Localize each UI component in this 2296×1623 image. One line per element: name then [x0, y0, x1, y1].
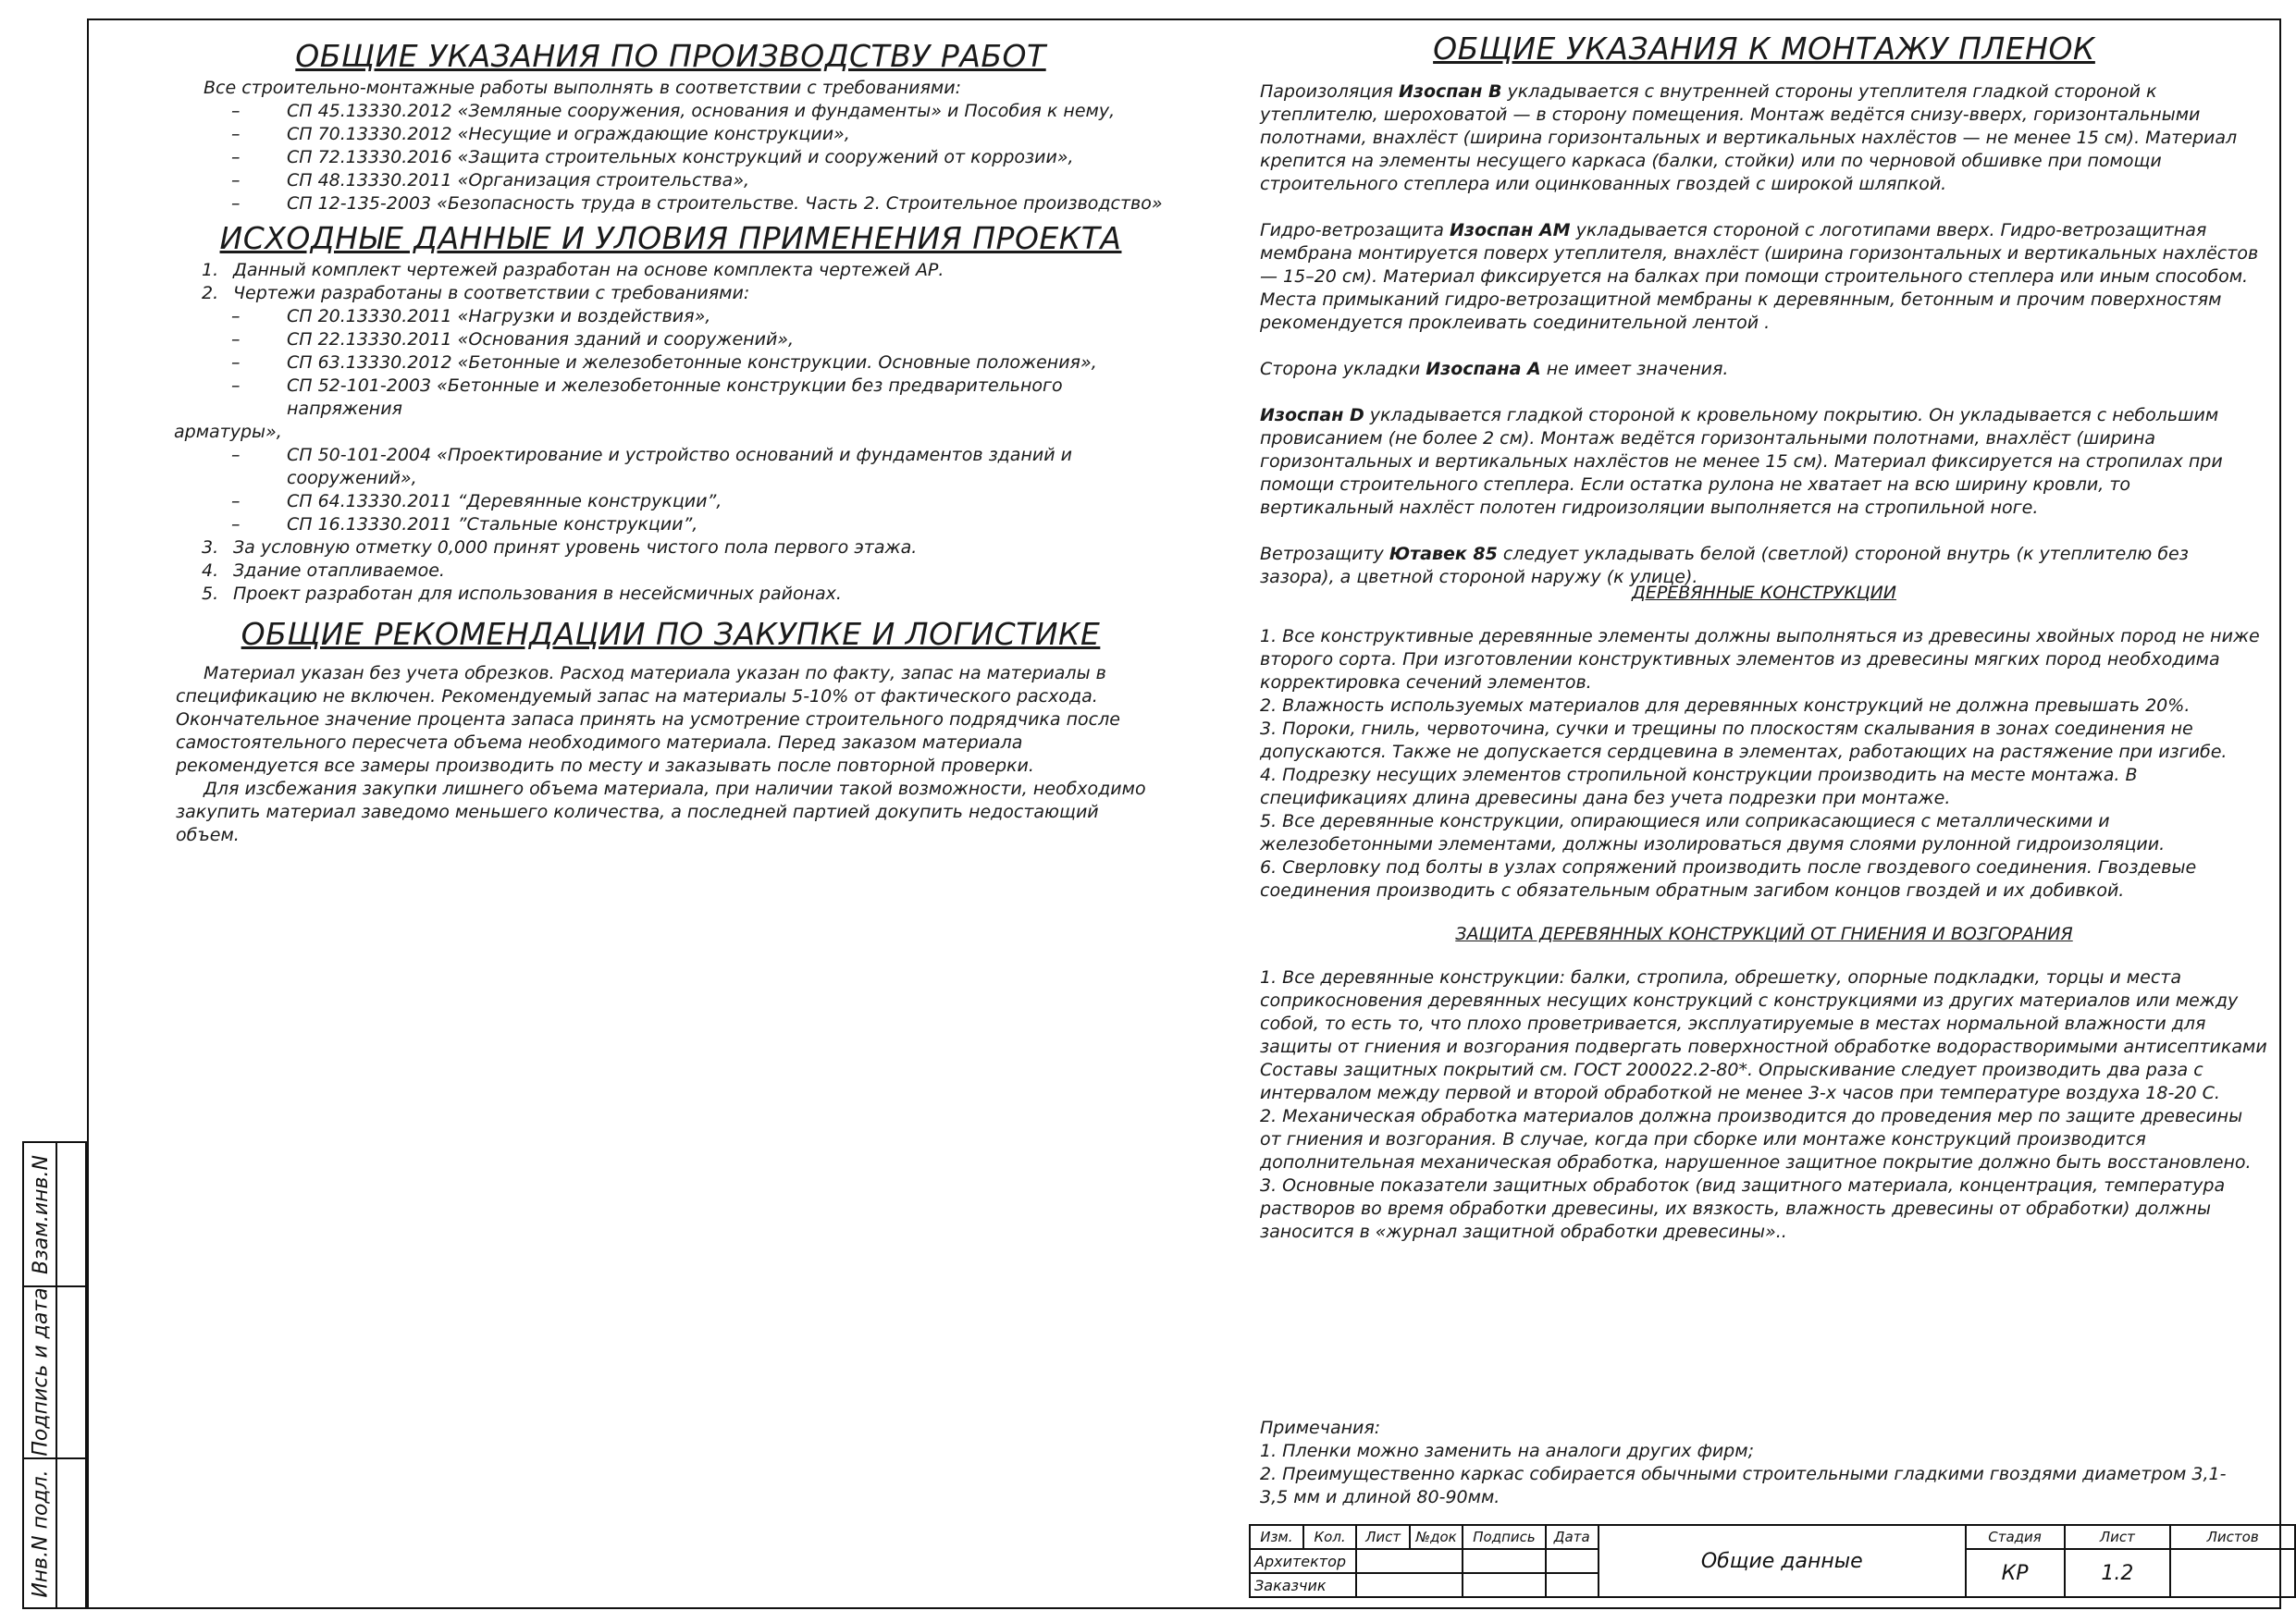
- list-item: – СП 45.13330.2012 «Земляные сооружения, основания и фундаменты» и Пособия к нему,: [231, 101, 1116, 121]
- title-block: [1249, 1524, 2296, 1598]
- tb-data: Дата: [1546, 1525, 1599, 1549]
- list-item: 3. За условную отметку 0,000 принят уровень чистого пола первого этажа.: [202, 537, 918, 558]
- list-item: 3. Пороки, гниль, червоточина, сучки и трещины по плоскостям скалывания в зонах соединения не допускаются. Также не допускается сердцевина в элементах, работающих на растяжение при изгибе.: [1260, 719, 2228, 762]
- stamp-podpis-label: Подпись и дата: [29, 1286, 53, 1457]
- film-paragraph: Ветрозащиту Ютавек 85 следует укладывать белой (светлой) стороной внутрь (к утеплителю без зазора), а цветной стороной наружу (к улице).: [1260, 544, 2189, 587]
- list-item: 1. Все конструктивные деревянные элементы должны выполняться из древесины хвойных пород не ниже второго сорта. При изготовлении конструктивных элементов из древесины мягких пород необходима корректировка сечений элементов.: [1260, 626, 2260, 693]
- list-item: – СП 20.13330.2011 «Нагрузки и воздействия»,: [231, 306, 711, 326]
- purchase-paragraph: Для изсбежания закупки лишнего объема материала, при наличии такой возможности, необходимо закупить материал заведомо меньшего количества, а последней партией докупить недостающий объем.: [176, 779, 1146, 845]
- side-stamp: [22, 1141, 87, 1609]
- tb-kol: Кол.: [1303, 1525, 1357, 1549]
- film-paragraph: Пароизоляция Изоспан В укладывается с внутренней стороны утеплителя гладкой стороной к утеплителю, шероховатой — в сторону помещения. Монтаж ведётся снизу-вверх, горизонтальными полотнами, внахлёст (ширина горизонтальных и вертикальных нахлёстов — не менее 15 см). Материал крепится на элементы несущего каркаса (балки, стойки) или по черновой обшивке при помощи строительного степлера или оцинкованных гвоздей с широкой шляпкой.: [1260, 81, 2238, 194]
- list-item: – СП 64.13330.2011 “Деревянные конструкции”,: [231, 491, 722, 511]
- list-item: – СП 48.13330.2011 «Организация строительства»,: [231, 170, 750, 191]
- purchase-paragraph: Материал указан без учета обрезков. Расход материала указан по факту, запас на материалы в спецификацию не включен. Рекомендуемый запас на материалы 5-10% от фактического расхода. Окончательное значение процента запаса принять на усмотрение строительного подрядчика после самостоятельного пересчета объема необходимого материала. Перед заказом материала рекомендуется все замеры производить по месту и заказывать после повторной проверки.: [176, 663, 1120, 776]
- film-paragraph: Гидро-ветрозащита Изоспан АМ укладывается стороной с логотипами вверх. Гидро-ветрозащитная мембрана монтируется поверх утеплителя, внахлёст (ширина горизонтальных и вертикальных нахлёстов — 15–20 см). Материал фиксируется на балках при помощи строительного степлера или иным способом. Места примыканий гидро-ветрозащитной мембраны к деревянным, бетонным и прочим поверхностям рекомендуется проклеивать соединительной лентой .: [1260, 220, 2259, 333]
- list-item: 1. Все деревянные конструкции: балки, стропила, обрешетку, опорные подкладки, торцы и места соприкосновения деревянных несущих конструкций с конструкциями из других материалов или между собой, то есть то, что плохо проветривается, эксплуатируемые в местах нормальной влажности для защиты от гниения и возгорания подвергать поверхностной обработке водорастворимыми антисептиками Составы защитных покрытий см. ГОСТ 200022.2-80*. Опрыскивание следует производить два раза с интервалом между первой и второй обработкой не менее 3-х часов при температуре воздуха 18-20 С.: [1260, 967, 2267, 1103]
- list-item: 4. Здание отапливаемое.: [202, 560, 445, 581]
- right-column: [1260, 31, 2268, 1244]
- works-intro: Все строительно-монтажные работы выполнять в соответствии с требованиями:: [204, 78, 961, 98]
- tb-title: Общие данные: [1599, 1525, 1966, 1597]
- section-title-protection: ЗАЩИТА ДЕРЕВЯННЫХ КОНСТРУКЦИЙ ОТ ГНИЕНИЯ И ВОЗГОРАНИЯ: [1455, 924, 2073, 944]
- list-item: – СП 52-101-2003 «Бетонные и железобетонные конструкции без предварительного напряжения: [231, 375, 1063, 419]
- notes-heading: Примечания:: [1260, 1418, 1381, 1438]
- left-column: [174, 38, 1166, 847]
- stamp-vzam-label: Взам.инв.N: [29, 1154, 53, 1274]
- list-item: 4. Подрезку несущих элементов стропильной конструкции производить на месте монтажа. В спецификациях длина древесины дана без учета подрезки при монтаже.: [1260, 765, 2138, 808]
- tb-list2: Лист: [2065, 1525, 2171, 1549]
- list-item: – СП 12-135-2003 «Безопасность труда в строительстве. Часть 2. Строительное производство»: [231, 193, 1163, 214]
- section-title-source: ИСХОДНЫЕ ДАННЫЕ И УЛОВИЯ ПРИМЕНЕНИЯ ПРОЕКТА: [219, 220, 1122, 256]
- list-item: 5. Проект разработан для использования в несейсмичных районах.: [202, 584, 842, 604]
- list-item: 2. Чертежи разработаны в соответствии с требованиями:: [202, 283, 750, 303]
- tb-stage-value: КР: [1966, 1549, 2065, 1597]
- list-item: 5. Все деревянные конструкции, опирающиеся или соприкасающиеся с металлическими и железобетонными элементами, должны изолироваться двумя слоями рулонной гидроизоляции.: [1260, 811, 2166, 855]
- tb-ndok: №док: [1410, 1525, 1463, 1549]
- tb-podpis: Подпись: [1463, 1525, 1545, 1549]
- list-item: – СП 70.13330.2012 «Несущие и ограждающие конструкции»,: [231, 124, 850, 144]
- list-item-wrap: арматуры»,: [174, 422, 282, 442]
- tb-listov: Листов: [2170, 1525, 2295, 1549]
- section-title-purchase: ОБЩИЕ РЕКОМЕНДАЦИИ ПО ЗАКУПКЕ И ЛОГИСТИКЕ: [241, 616, 1101, 652]
- tb-sheet-value: 1.2: [2065, 1549, 2171, 1597]
- list-item: – СП 22.13330.2011 «Основания зданий и сооружений»,: [231, 329, 795, 350]
- tb-zak: Заказчик: [1250, 1573, 1356, 1597]
- film-paragraph: Сторона укладки Изоспана А не имеет значения.: [1260, 359, 1729, 379]
- section-title-wood: ДЕРЕВЯННЫЕ КОНСТРУКЦИИ: [1631, 583, 1897, 603]
- tb-arch: Архитектор: [1250, 1549, 1356, 1573]
- notes-block: [1260, 1417, 2240, 1509]
- list-item: 3. Основные показатели защитных обработок (вид защитного материала, концентрация, температура растворов во время обработки древесины, их вязкость, влажность древесины от обработки) должны заносится в «журнал защитной обработки древесины»..: [1260, 1175, 2226, 1242]
- section-title-works: ОБЩИЕ УКАЗАНИЯ ПО ПРОИЗВОДСТВУ РАБОТ: [295, 38, 1046, 74]
- section-title-films: ОБЩИЕ УКАЗАНИЯ К МОНТАЖУ ПЛЕНОК: [1433, 31, 2095, 67]
- note-item: 2. Преимущественно каркас собирается обычными строительными гладкими гвоздями диаметром 3,1-3,5 мм и длиной 80-90мм.: [1260, 1464, 2227, 1507]
- list-item: 2. Влажность используемых материалов для деревянных конструкций не должна превышать 20%.: [1260, 695, 2191, 716]
- tb-list: Лист: [1356, 1525, 1409, 1549]
- list-item: 2. Механическая обработка материалов должна производится до проведения мер по защите древесины от гниения и возгорания. В случае, когда при сборке или монтаже конструкций производится дополнительная механическая обработка, нарушенное защитное покрытие должно быть восстановлено.: [1260, 1106, 2252, 1173]
- list-item: – СП 16.13330.2011 ”Стальные конструкции”,: [231, 514, 698, 535]
- stamp-inv-label: Инв.N подл.: [29, 1469, 53, 1598]
- note-item: 1. Пленки можно заменить на аналоги других фирм;: [1260, 1441, 1754, 1461]
- list-item: – СП 63.13330.2012 «Бетонные и железобетонные конструкции. Основные положения»,: [231, 352, 1097, 373]
- list-item: 1. Данный комплект чертежей разработан на основе комплекта чертежей АР.: [202, 260, 944, 280]
- list-item: 6. Сверловку под болты в узлах сопряжений производить после гвоздевого соединения. Гвоздевые соединения производить с обязательным обратным загибом концов гвоздей и их добивкой.: [1260, 857, 2197, 901]
- tb-izm: Изм.: [1250, 1525, 1303, 1549]
- list-item: – СП 72.13330.2016 «Защита строительных конструкций и сооружений от коррозии»,: [231, 147, 1074, 167]
- tb-stadiya: Стадия: [1966, 1525, 2065, 1549]
- film-paragraph: Изоспан D укладывается гладкой стороной к кровельному покрытию. Он укладывается с небольшим провисанием (не более 2 см). Монтаж ведётся горизонтальными полотнами, внахлёст (ширина горизонтальных и вертикальных нахлёстов не менее 15 см). Материал фиксируется на стропилах при помощи строительного степлера. Если остатка рулона не хватает на всю ширину кровли, то вертикальный нахлёст полотен гидроизоляции выполняется на стропильной ноге.: [1260, 405, 2223, 518]
- list-item: – СП 50-101-2004 «Проектирование и устройство оснований и фундаментов зданий и сооружений»,: [231, 445, 1072, 488]
